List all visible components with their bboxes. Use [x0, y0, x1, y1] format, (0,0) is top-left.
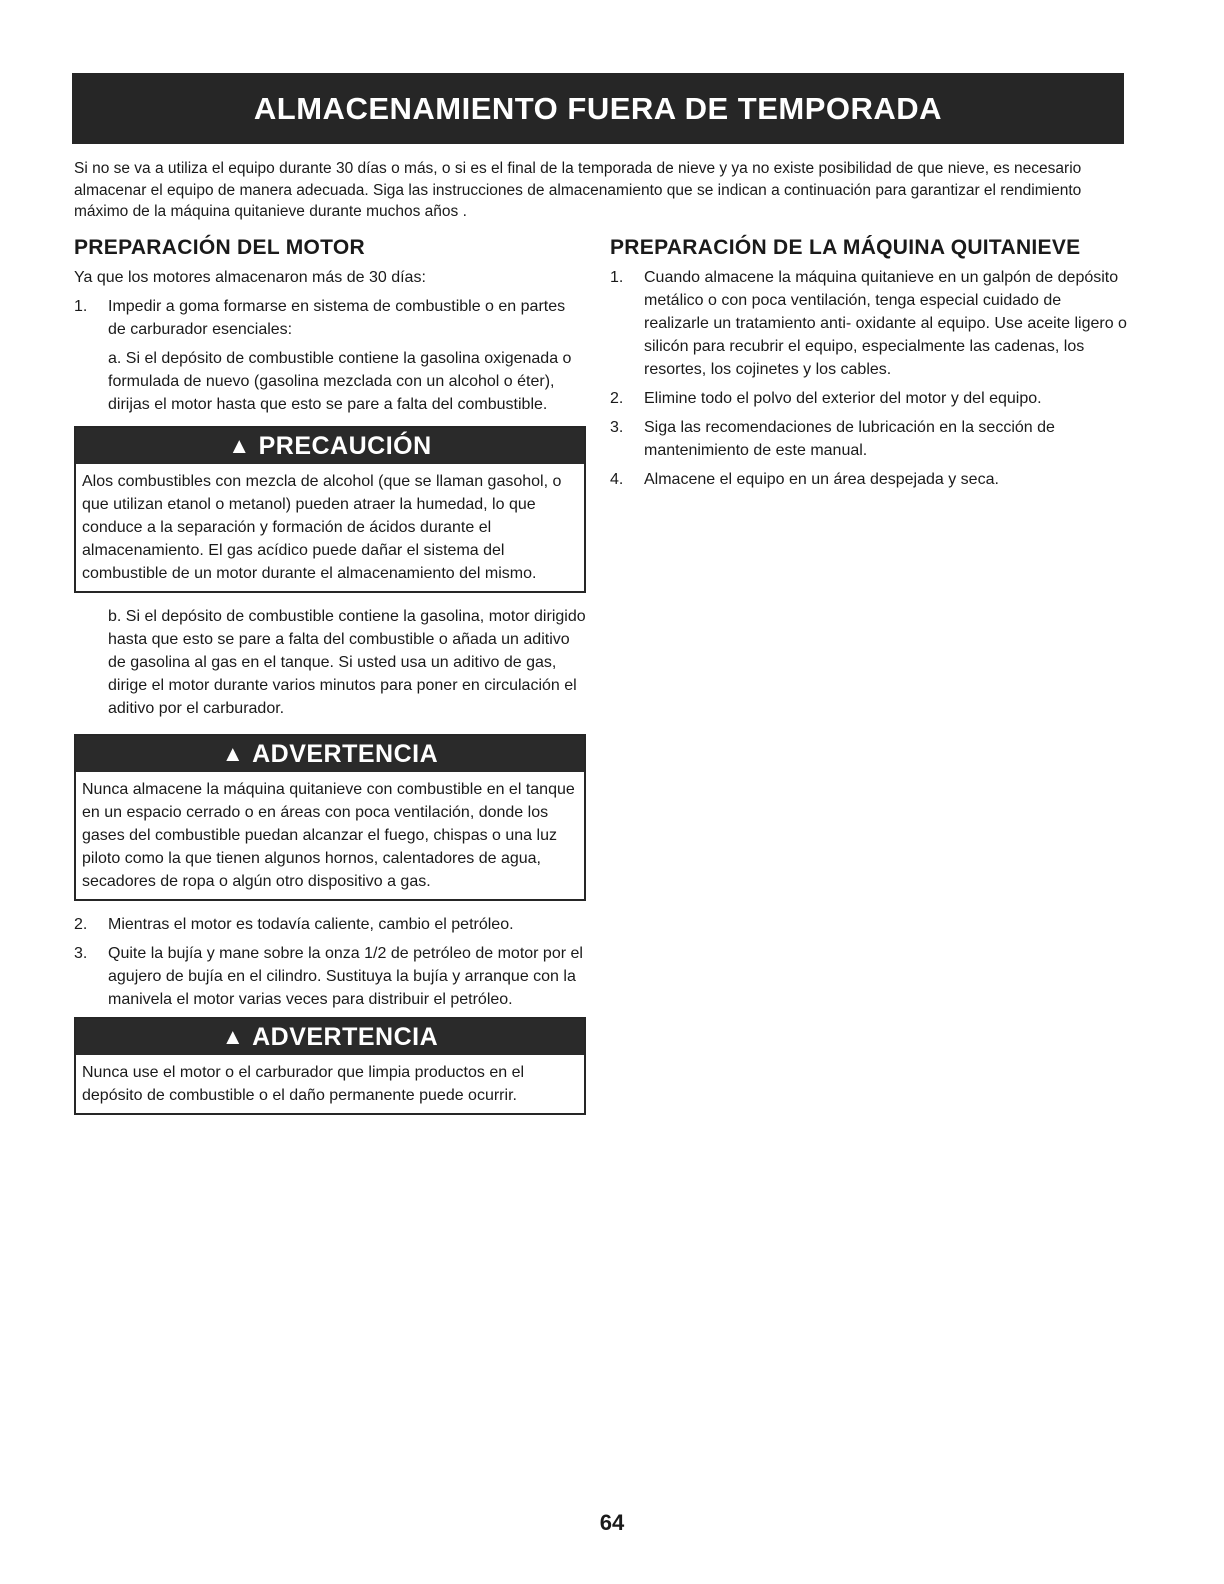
engine-step-2: [74, 913, 586, 936]
engine-preparation-heading: PREPARACIÓN DEL MOTOR: [74, 236, 365, 259]
warning-triangle-icon: ▲: [221, 741, 245, 766]
warning-triangle-icon: ▲: [221, 1024, 245, 1049]
step-text: Siga las recomendaciones de lubricación en la sección de mantenimiento de este manual.: [644, 419, 1055, 459]
warning-text-1: Nunca almacene la máquina quitanieve con combustible en el tanque en un espacio cerrado o en áreas con poca ventilación, donde los gases del combustible puedan alcanzar el fuego, chispas o una luz piloto como la que tienen algunos hornos, calentadores de agua, secadores de ropa o algún otro dispositivo a gas.: [82, 781, 575, 890]
warning-text-2: Nunca use el motor o el carburador que limpia productos en el depósito de combustible o el daño permanente puede ocurrir.: [82, 1064, 525, 1104]
engine-step-1a: a. Si el depósito de combustible contiene la gasolina oxigenada o formulada de nuevo (gasolina mezclada con un alcohol o éter), dirijas el motor hasta que esto se pare a falta del combustible.: [108, 350, 572, 413]
step-number: 3.: [610, 419, 624, 436]
warning-label-1: ADVERTENCIA: [252, 739, 439, 768]
title-banner: [72, 73, 1124, 144]
step-text: Elimine todo el polvo del exterior del motor y del equipo.: [644, 390, 1042, 407]
caution-header: [76, 428, 584, 464]
warning-label-2: ADVERTENCIA: [252, 1022, 439, 1051]
caution-box: [74, 426, 586, 593]
step-number: 2.: [610, 390, 624, 407]
engine-step-3: [74, 942, 586, 1011]
caution-label: PRECAUCIÓN: [258, 431, 432, 460]
warning-header-2: [76, 1019, 584, 1055]
page-title: ALMACENAMIENTO FUERA DE TEMPORADA: [253, 90, 943, 126]
snowblower-step: [610, 266, 1130, 381]
snowblower-step: [610, 416, 1130, 462]
step-text: Almacene el equipo en un área despejada y seca.: [644, 471, 999, 488]
engine-step-1b: b. Si el depósito de combustible contiene la gasolina, motor dirigido hasta que esto se pare a falta del combustible o añada un aditivo de gasolina al gas en el tanque. Si usted usa un aditivo de gas, dirige el motor durante varios minutos para poner en circulación el aditivo por el carburador.: [108, 608, 586, 717]
step-text: Cuando almacene la máquina quitanieve en un galpón de depósito metálico o con poca ventilación, tenga especial cuidado de realizarle un tratamiento anti- oxidante al equipo. Use aceite ligero o silicón para recubrir el equipo, especialmente las cadenas, los resortes, los cojinetes y los cables.: [644, 269, 1127, 378]
step-text: Impedir a goma formarse en sistema de combustible o en partes de carburador esenciales:: [108, 298, 566, 338]
snowblower-preparation-section: [610, 236, 1130, 497]
step-number: 4.: [610, 471, 624, 488]
page-number: 64: [599, 1510, 625, 1535]
step-text: Quite la bujía y mane sobre la onza 1/2 de petróleo de motor por el agujero de bujía en el cilindro. Sustituya la bujía y arranque con la manivela el motor varias veces para distribuir el petróleo.: [108, 945, 583, 1008]
snowblower-preparation-heading: PREPARACIÓN DE LA MÁQUINA QUITANIEVE: [610, 236, 1081, 259]
step-number: 1.: [610, 269, 624, 286]
snowblower-step: [610, 387, 1130, 410]
warning-box-1: [74, 734, 586, 901]
snowblower-step: [610, 468, 1130, 491]
engine-preparation-section: [74, 236, 586, 1127]
caution-text: Alos combustibles con mezcla de alcohol (que se llaman gasohol, o que utilizan etanol o metanol) pueden atraer la humedad, lo que conduce a la separación y formación de ácidos durante el almacenamiento. El gas acídico puede dañar el sistema del combustible de un motor durante el almacenamiento del mismo.: [82, 473, 562, 582]
step-number: 3.: [74, 945, 88, 962]
step-text: Mientras el motor es todavía caliente, cambio el petróleo.: [108, 916, 514, 933]
warning-triangle-icon: ▲: [228, 433, 251, 458]
engine-lead: Ya que los motores almacenaron más de 30 días:: [74, 269, 426, 286]
warning-header-1: [76, 736, 584, 772]
step-number: 2.: [74, 916, 88, 933]
warning-box-2: [74, 1017, 586, 1115]
step-number: 1.: [74, 298, 88, 315]
intro-paragraph: Si no se va a utiliza el equipo durante 30 días o más, o si es el final de la temporada de nieve y ya no existe posibilidad de que nieve, es necesario almacenar el equipo de manera adecuada. Siga las instrucciones de almacenamiento que se indican a continuación para garantizar el rendimiento máximo de la máquina quitanieve durante muchos años .: [74, 160, 1082, 220]
engine-step-1: [74, 295, 586, 341]
